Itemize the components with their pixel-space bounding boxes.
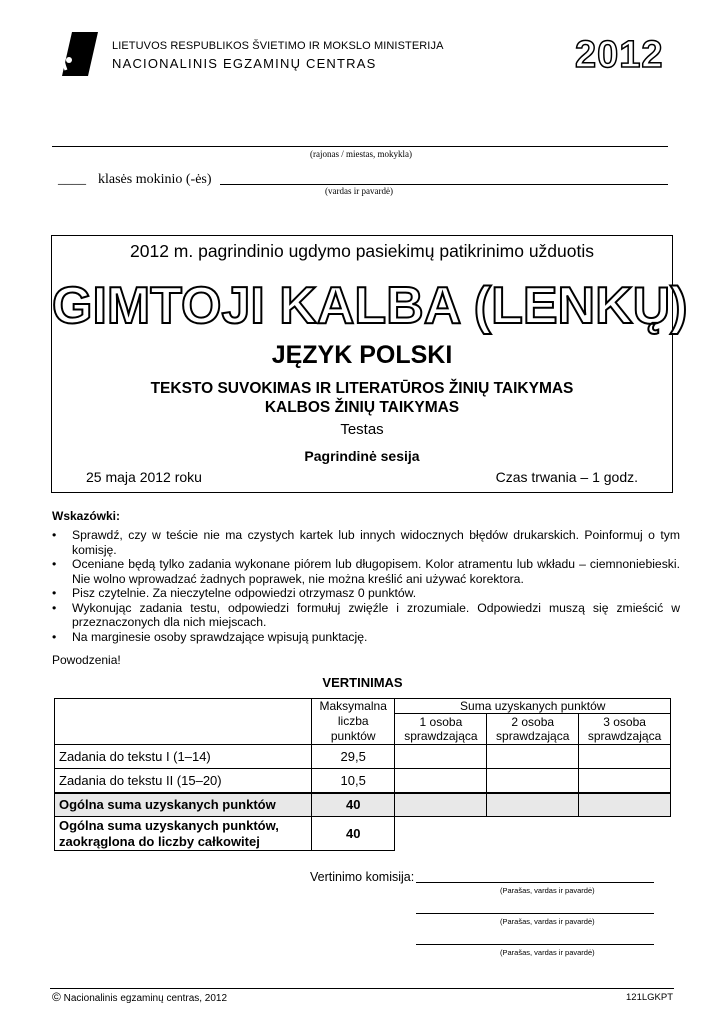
checker-header <box>487 714 579 745</box>
checker-header-line: sprawdzająca <box>496 729 570 744</box>
instruction-item: • Oceniane będą tylko zadania wykonane piórem lub długopisem. Kolor atramentu lub wkładu – ciemnoniebieski. Nie wolno wprowadzać żadnych poprawek, nie można kreślić ani używać korektora. <box>50 557 680 586</box>
max-header-line: Maksymalna <box>319 699 387 713</box>
score-cell[interactable] <box>487 769 579 793</box>
document-code: 121LGKPT <box>626 992 673 1003</box>
sum-points-header: Suma uzyskanych punktów <box>395 699 671 714</box>
exam-center-name: NACIONALINIS EGZAMINŲ CENTRAS <box>112 56 377 71</box>
commission-label: Vertinimo komisija: <box>310 870 415 884</box>
checker-header-line: 1 osoba <box>419 715 463 730</box>
row-label-line: zaokrąglona do liczby całkowitej <box>59 833 260 849</box>
score-cell[interactable] <box>487 793 579 817</box>
name-field-line[interactable] <box>220 184 668 185</box>
instruction-item: • Pisz czytelnie. Za nieczytelne odpowiedzi otrzymasz 0 punktów. <box>50 586 680 601</box>
checker-header-line: sprawdzająca <box>587 729 662 744</box>
empty-cell <box>395 817 487 851</box>
max-header-line: punktów <box>330 729 376 743</box>
checker-header-line: sprawdzająca <box>404 729 478 744</box>
subject-title: GIMTOJI KALBA (LENKŲ) <box>52 277 688 335</box>
row-max: 10,5 <box>311 769 395 793</box>
row-max: 40 <box>311 793 395 817</box>
checker-header-line: 2 osoba <box>511 715 555 730</box>
signature-line[interactable] <box>416 882 654 883</box>
copyright-icon: © <box>52 990 61 1004</box>
score-cell[interactable] <box>395 745 487 769</box>
year-label: 2012 <box>575 34 664 76</box>
score-cell[interactable] <box>579 745 671 769</box>
checker-header <box>579 714 671 745</box>
instructions-heading: Wskazówki: <box>52 509 121 523</box>
exam-line: 2012 m. pagrindinio ugdymo pasiekimų patikrinimo užduotis <box>130 241 594 261</box>
empty-cell <box>579 817 671 851</box>
score-cell[interactable] <box>487 745 579 769</box>
row-max: 29,5 <box>311 745 395 769</box>
signature-line[interactable] <box>416 913 654 914</box>
score-cell[interactable] <box>395 793 487 817</box>
session-label: Pagrindinė sesija <box>304 448 420 464</box>
signature-line[interactable] <box>416 944 654 945</box>
instruction-item: • Na marginesie osoby sprawdzające wpisują punktację. <box>50 630 680 645</box>
row-label: Zadania do tekstu II (15–20) <box>55 769 312 793</box>
signature-caption: (Parašas, vardas ir pavardė) <box>500 886 595 895</box>
instruction-item: • Wykonując zadania testu, odpowiedzi formułuj zwięźle i zrozumiale. Odpowiedzi muszą się zmieścić w przeznaczonych dla nich miejscach. <box>50 601 680 630</box>
score-cell[interactable] <box>579 793 671 817</box>
row-max: 40 <box>311 817 395 851</box>
score-cell[interactable] <box>579 769 671 793</box>
class-blank[interactable]: ____ <box>58 172 86 187</box>
subtitle-2: KALBOS ŽINIŲ TAIKYMAS <box>264 399 460 416</box>
row-label: Ogólna suma uzyskanych punktów <box>55 793 312 817</box>
copyright-text: Nacionalinis egzaminų centras, 2012 <box>63 993 228 1004</box>
title-box <box>51 235 688 493</box>
name-field-caption: (vardas ir pavardė) <box>325 186 393 196</box>
scoring-heading: VERTINIMAS <box>322 675 403 690</box>
max-points-header <box>311 699 395 745</box>
row-label-line: Ogólna suma uzyskanych punktów, <box>59 817 279 833</box>
good-luck-text: Powodzenia! <box>52 653 121 667</box>
test-type: Testas <box>340 421 384 438</box>
ministry-name: LIETUVOS RESPUBLIKOS ŠVIETIMO IR MOKSLO MINISTERIJA <box>112 40 444 52</box>
score-cell[interactable] <box>395 769 487 793</box>
row-label: Zadania do tekstu I (1–14) <box>55 745 312 769</box>
footer-divider <box>50 988 674 989</box>
school-field-line[interactable] <box>52 146 668 147</box>
empty-header-cell <box>55 699 312 745</box>
row-label <box>55 817 312 851</box>
exam-date: 25 maja 2012 roku <box>86 469 202 485</box>
empty-cell <box>487 817 579 851</box>
checker-header <box>395 714 487 745</box>
polish-title: JĘZYK POLSKI <box>271 341 453 369</box>
signature-caption: (Parašas, vardas ir pavardė) <box>500 917 595 926</box>
subtitle-1: TEKSTO SUVOKIMAS IR LITERATŪROS ŽINIŲ TAIKYMAS <box>150 380 574 397</box>
school-field-caption: (rajonas / miestas, mokykla) <box>310 149 412 159</box>
scoring-table <box>54 698 671 851</box>
checker-header-line: 3 osoba <box>603 715 646 730</box>
exam-duration: Czas trwania – 1 godz. <box>495 469 638 485</box>
footer-copyright <box>52 990 227 1004</box>
signature-caption: (Parašas, vardas ir pavardė) <box>500 948 595 957</box>
instruction-item: • Sprawdź, czy w teście nie ma czystych kartek lub innych widocznych błędów drukarskich. Poinformuj o tym komisję. <box>50 528 680 557</box>
instructions-list <box>50 528 680 644</box>
max-header-line: liczba <box>337 714 369 728</box>
nec-logo <box>58 30 100 78</box>
class-label: klasės mokinio (-ės) <box>98 172 212 187</box>
